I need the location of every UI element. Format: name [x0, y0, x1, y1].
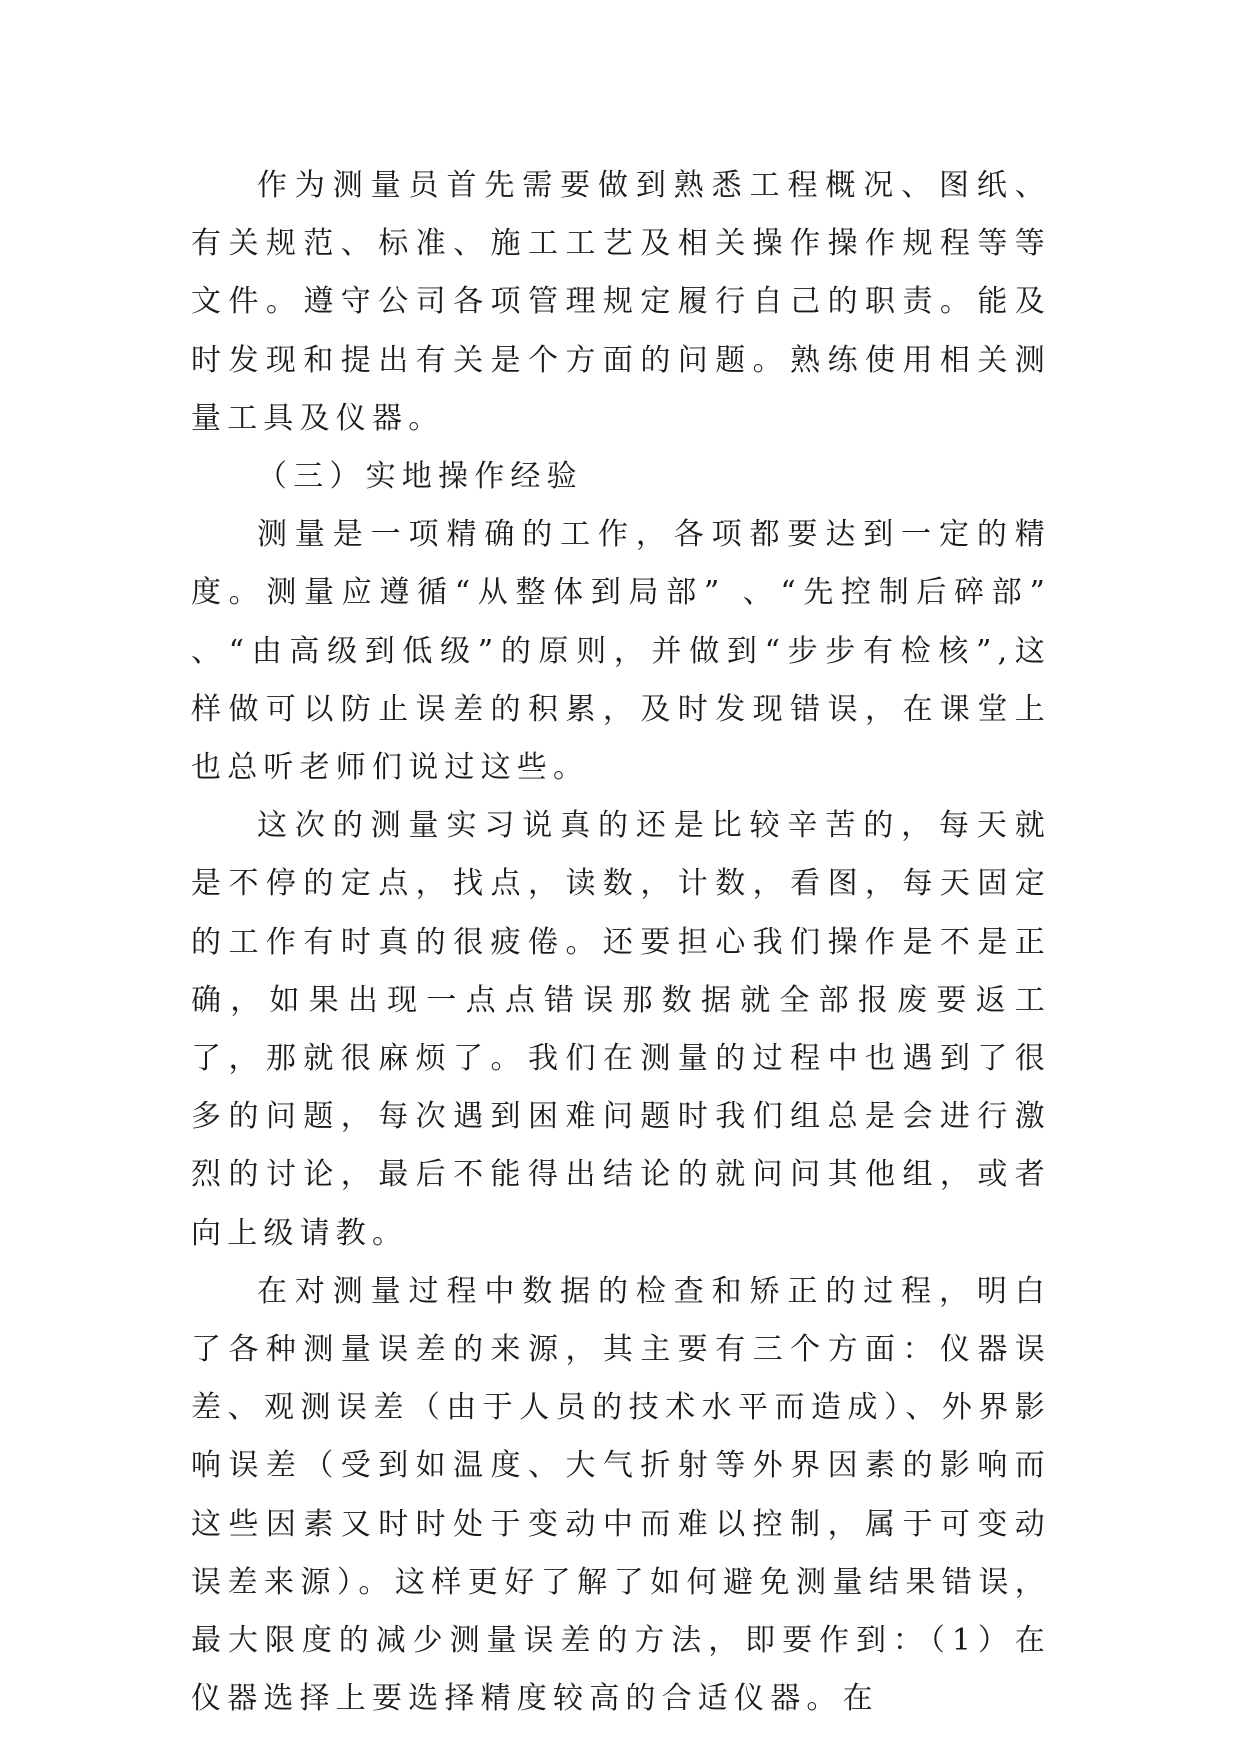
- paragraph-surveyor-duties: 作为测量员首先需要做到熟悉工程概况、图纸、有关规范、标准、施工工艺及相关操作操作规程等等文件。遵守公司各项管理规定履行自己的职责。能及时发现和提出有关是个方面的问题。熟练使用相关测量工具及仪器。: [191, 168, 1051, 436]
- paragraph-internship-experience: 这次的测量实习说真的还是比较辛苦的，每天就是不停的定点，找点，读数，计数，看图，每天固定的工作有时真的很疲倦。还要担心我们操作是不是正确，如果出现一点点错误那数据就全部报废要返工了，那就很麻烦了。我们在测量的过程中也遇到了很多的问题，每次遇到困难问题时我们组总是会进行激烈的讨论，最后不能得出结论的就问问其他组，或者向上级请教。: [191, 808, 1051, 1251]
- paragraph-error-sources: 在对测量过程中数据的检查和矫正的过程，明白了各种测量误差的来源，其主要有三个方面：仪器误差、观测误差（由于人员的技术水平而造成）、外界影响误差（受到如温度、大气折射等外界因素的影响而这些因素又时时处于变动中而难以控制，属于可变动误差来源）。这样更好了解了如何避免测量结果错误，最大限度的减少测量误差的方法，即要作到：（1）在仪器选择上要选择精度较高的合适仪器。在: [191, 1273, 1051, 1717]
- document-body: [191, 157, 1051, 1728]
- section-heading-field-experience: （三）实地操作经验: [257, 459, 583, 495]
- paragraph-precision-principles: 测量是一项精确的工作，各项都要达到一定的精度。测量应遵循“从整体到局部” 、“先控制后碎部” 、“由高级到低级”的原则，并做到“步步有检核”,这样做可以防止误差的积累，及时发现错误，在课堂上也总听老师们说过这些。: [191, 517, 1051, 786]
